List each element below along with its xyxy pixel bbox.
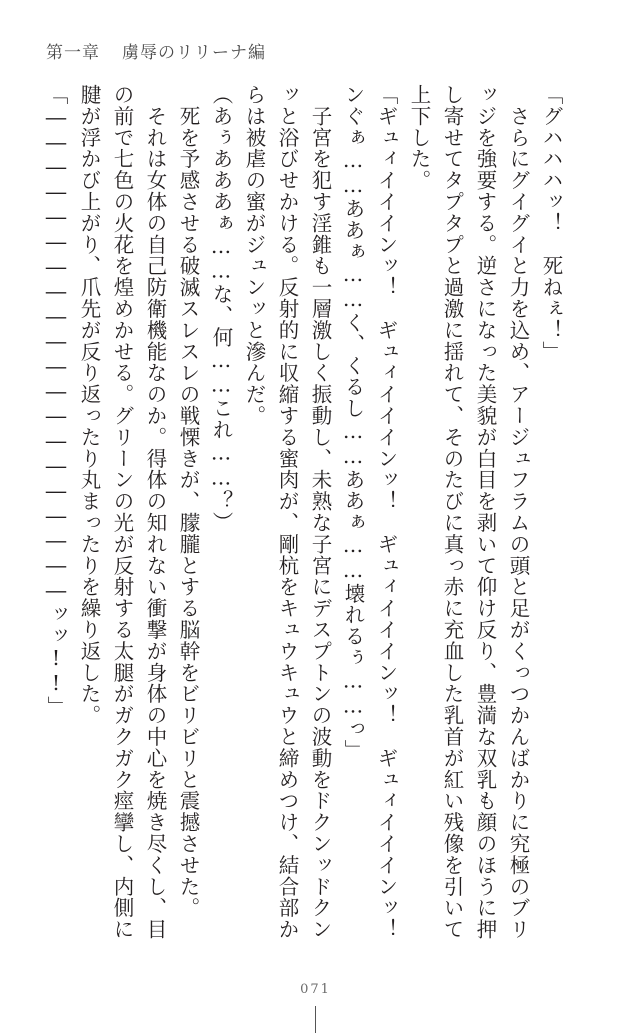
text-line: ッと浴びせかける。反射的に収縮する蜜肉が、剛杭をキュウキュウと締めつけ、結合部か <box>275 84 299 940</box>
text-line: （あぅあああぁ……な、何……これ……？） <box>209 84 233 533</box>
text-line: さらにグイグイと力を込め、アージュフラムの頭と足がくっつかんばかりに究極のブリ <box>506 84 530 940</box>
text-line: の前で七色の火花を煌めかせる。グリーンの光が反射する太腿がガクガク痙攣し、内側に <box>110 84 134 940</box>
text-line: 「グハハハッ！ 死ねぇ！」 <box>539 84 563 363</box>
chapter-title: 虜辱のリリーナ編 <box>122 43 266 63</box>
page-number: 071 <box>300 982 331 997</box>
text-line: 死を予感させる破滅スレスレの戦慄きが、朦朧とする脳幹をビリビリと震撼させた。 <box>176 84 200 919</box>
text-line: それは女体の自己防衛機能なのか。得体の知れない衝撃が身体の中心を焼き尽くし、目 <box>143 84 167 940</box>
text-line: 子宮を犯す淫錐も一層激しく振動し、未熟な子宮にデスプトンの波動をドクンッドクン <box>308 84 332 940</box>
text-line: し寄せてタプタプと過激に揺れて、そのたびに真っ赤に充血した乳首が紅い残像を引いて <box>440 84 464 940</box>
text-line: 腱が浮かび上がり、爪先が反り返ったり丸まったりを繰り返した。 <box>77 84 101 726</box>
page-number-rule <box>315 1006 316 1033</box>
text-line: 「ギュィイイインッ！ ギュィイイインッ！ ギュィイイインッ！ ギュィイイインッ！ <box>374 84 398 940</box>
text-line: ッジを強要する。逆さになった美貌が白目を剥いて仰け反り、豊満な双乳も顔のほうに押 <box>473 84 497 940</box>
text-line: ンぐぁ……ああぁ……く、くるし……ああぁ……壊れるぅ……っ」 <box>341 84 365 761</box>
text-line: らは被虐の蜜がジュンッと滲んだ。 <box>242 84 266 427</box>
text-line: 「――――――――――――――――――――ッッ!!」 <box>44 84 68 718</box>
text-line: 上下した。 <box>407 84 431 191</box>
chapter-number: 第一章 <box>46 43 100 63</box>
body-text <box>39 84 567 964</box>
running-head <box>46 38 266 63</box>
